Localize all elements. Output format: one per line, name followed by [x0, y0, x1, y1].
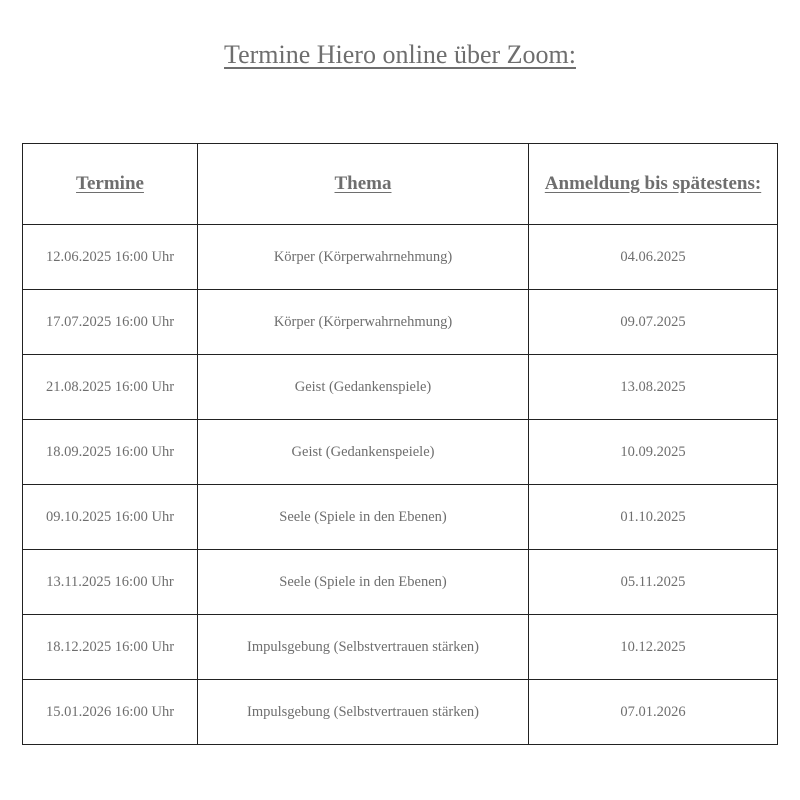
cell-thema: Geist (Gedankenspeiele)	[198, 420, 529, 485]
cell-thema: Seele (Spiele in den Ebenen)	[198, 485, 529, 550]
cell-thema: Impulsgebung (Selbstvertrauen stärken)	[198, 615, 529, 680]
cell-termin: 18.12.2025 16:00 Uhr	[23, 615, 198, 680]
cell-termin: 13.11.2025 16:00 Uhr	[23, 550, 198, 615]
cell-anmeldung: 10.09.2025	[529, 420, 778, 485]
cell-anmeldung: 13.08.2025	[529, 355, 778, 420]
header-thema: Thema	[198, 144, 529, 225]
table-row	[23, 550, 778, 615]
cell-thema: Impulsgebung (Selbstvertrauen stärken)	[198, 680, 529, 745]
cell-thema: Körper (Körperwahrnehmung)	[198, 290, 529, 355]
table-row	[23, 225, 778, 290]
cell-anmeldung: 10.12.2025	[529, 615, 778, 680]
header-termine: Termine	[23, 144, 198, 225]
cell-termin: 17.07.2025 16:00 Uhr	[23, 290, 198, 355]
header-anmeldung: Anmeldung bis spätestens:	[529, 144, 778, 225]
table-row	[23, 615, 778, 680]
table-row	[23, 355, 778, 420]
cell-anmeldung: 07.01.2026	[529, 680, 778, 745]
table-row	[23, 420, 778, 485]
cell-termin: 09.10.2025 16:00 Uhr	[23, 485, 198, 550]
cell-termin: 12.06.2025 16:00 Uhr	[23, 225, 198, 290]
cell-thema: Geist (Gedankenspiele)	[198, 355, 529, 420]
table-header-row	[23, 144, 778, 225]
cell-anmeldung: 05.11.2025	[529, 550, 778, 615]
table-row	[23, 485, 778, 550]
page-title: Termine Hiero online über Zoom:	[224, 40, 576, 69]
cell-termin: 18.09.2025 16:00 Uhr	[23, 420, 198, 485]
cell-termin: 21.08.2025 16:00 Uhr	[23, 355, 198, 420]
cell-thema: Körper (Körperwahrnehmung)	[198, 225, 529, 290]
cell-thema: Seele (Spiele in den Ebenen)	[198, 550, 529, 615]
table-row	[23, 680, 778, 745]
cell-anmeldung: 01.10.2025	[529, 485, 778, 550]
cell-anmeldung: 09.07.2025	[529, 290, 778, 355]
cell-anmeldung: 04.06.2025	[529, 225, 778, 290]
cell-termin: 15.01.2026 16:00 Uhr	[23, 680, 198, 745]
table-row	[23, 290, 778, 355]
schedule-table	[22, 143, 778, 745]
